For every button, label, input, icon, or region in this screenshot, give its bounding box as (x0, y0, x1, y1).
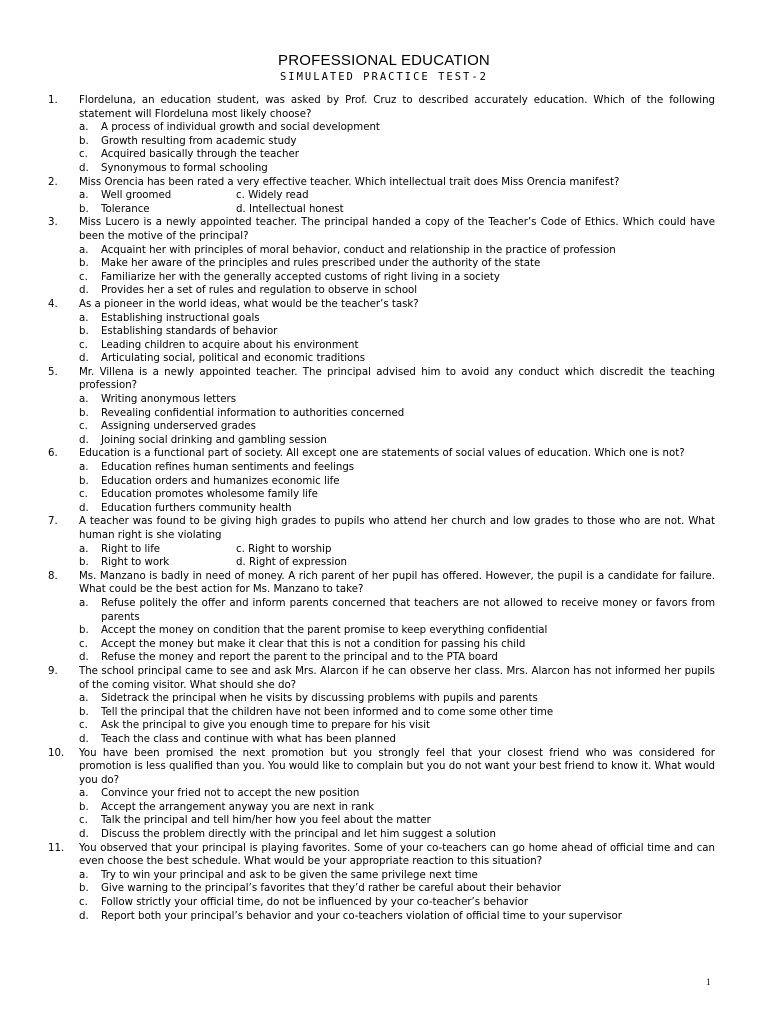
option-text: Report both your principal’s behavior and your co-teachers violation of official time to your supervisor (101, 910, 622, 922)
option-c (79, 814, 715, 828)
option-letter: a. (79, 693, 89, 705)
question-1 (48, 94, 715, 176)
option-letter: d. (79, 652, 89, 664)
option-d (79, 828, 715, 842)
option-letter: b. (79, 883, 89, 895)
option-b (79, 801, 715, 815)
option-letter: b. (79, 706, 89, 718)
option-text: Tell the principal that the children have not been informed and to come some other time (101, 706, 554, 718)
option-letter: c. (79, 720, 88, 732)
option-text: Education refines human sentiments and feelings (101, 462, 355, 474)
option-letter: c. (79, 149, 88, 161)
option-list (79, 543, 715, 570)
option-text: Joining social drinking and gambling session (101, 434, 327, 446)
question-text: As a pioneer in the world ideas, what would be the teacher’s task? (79, 298, 419, 310)
page-subtitle: SIMULATED PRACTICE TEST-2 (279, 71, 489, 83)
option-letter: b. (79, 203, 89, 215)
option-b (79, 624, 715, 638)
option-letter: a. (79, 462, 89, 474)
question-number: 10. (48, 747, 65, 759)
option-letter: b. (79, 258, 89, 270)
option-b (79, 475, 715, 489)
option-text: Discuss the problem directly with the principal and let him suggest a solution (101, 829, 496, 841)
option-a (79, 461, 715, 475)
option-text: Acquaint her with principles of moral behavior, conduct and relationship in the practice of profession (101, 244, 616, 256)
option-c (79, 271, 715, 285)
option-letter: b. (79, 625, 89, 637)
option-text: Accept the money but make it clear that this is not a condition for passing his child (101, 638, 526, 650)
question-text: Miss Orencia has been rated a very effective teacher. Which intellectual trait does Miss Orencia manifest? (79, 176, 620, 188)
option-letter: b. (79, 135, 89, 147)
option-a (79, 393, 715, 407)
option-b (79, 556, 236, 570)
option-letter: a. (79, 122, 89, 134)
option-text: Familiarize her with the generally accepted customs of right living in a society (101, 271, 500, 283)
question-text: Flordeluna, an education student, was asked by Prof. Cruz to described accurately education. Which of the following statement will Flordeluna most likely choose? (79, 95, 715, 120)
option-row (79, 203, 715, 217)
option-text: Establishing instructional goals (101, 312, 260, 324)
page-title: PROFESSIONAL EDUCATION (278, 52, 490, 69)
option-letter: c. (79, 421, 88, 433)
question-10 (48, 747, 715, 842)
option-d (79, 502, 715, 516)
option-letter: d. (79, 353, 89, 365)
option-b (79, 135, 715, 149)
option-text: Ask the principal to give you enough time to prepare for his visit (101, 720, 431, 732)
question-number: 8. (48, 570, 58, 582)
option-letter: d. (79, 434, 89, 446)
option-list (79, 121, 715, 175)
option-text: Follow strictly your official time, do not be influenced by your co-teacher’s behavior (101, 897, 529, 909)
option-text: Revealing confidential information to authorities concerned (101, 407, 405, 419)
question-number: 1. (48, 95, 58, 106)
option-c (79, 719, 715, 733)
option-a (79, 543, 236, 557)
question-11 (48, 842, 715, 924)
option-letter: d. (79, 502, 89, 514)
option-c (79, 488, 715, 502)
option-a (79, 244, 715, 258)
option-letter: a. (79, 597, 89, 609)
option-text: Acquired basically through the teacher (101, 149, 299, 161)
option-text: Leading children to acquire about his environment (101, 339, 359, 351)
option-c (79, 896, 715, 910)
option-letter: d. (79, 285, 89, 297)
question-7 (48, 515, 715, 569)
option-list (79, 189, 715, 216)
option-d: d. Intellectual honest (236, 203, 344, 215)
option-letter: a. (79, 543, 89, 555)
option-c (79, 420, 715, 434)
option-letter: b. (79, 326, 89, 338)
question-number: 5. (48, 366, 58, 378)
option-c: c. Right to worship (236, 543, 332, 555)
option-letter: d. (79, 733, 89, 745)
option-text: Accept the money on condition that the parent promise to keep everything confidential (101, 625, 548, 637)
option-d (79, 284, 715, 298)
option-b (79, 257, 715, 271)
option-text: Make her aware of the principles and rules prescribed under the authority of the state (101, 258, 541, 270)
question-text: You have been promised the next promotion but you strongly feel that your closest friend who was considered for promotion is less qualified than you. You would like to complain but you do not want your best friend to know it. What would you do? (79, 747, 715, 786)
option-list (79, 393, 715, 447)
question-number: 4. (48, 298, 58, 310)
question-number: 6. (48, 448, 58, 460)
question-text: Miss Lucero is a newly appointed teacher. The principal handed a copy of the Teacher’s Code of Ethics. Which could have been the motive of the principal? (79, 217, 715, 242)
question-list (48, 94, 715, 923)
option-letter: c. (79, 489, 88, 501)
option-list (79, 312, 715, 366)
option-d (79, 162, 715, 176)
option-letter: a. (79, 869, 89, 881)
option-letter: a. (79, 190, 89, 202)
option-b (79, 882, 715, 896)
option-text: Teach the class and continue with what has been planned (101, 733, 396, 745)
option-d (79, 434, 715, 448)
option-row (79, 189, 715, 203)
option-text: Give warning to the principal’s favorites that they’d rather be careful about their behavior (101, 883, 562, 895)
option-letter: b. (79, 557, 89, 569)
question-8 (48, 570, 715, 665)
option-a (79, 312, 715, 326)
option-row (79, 543, 715, 557)
option-text: Talk the principal and tell him/her how you feel about the matter (101, 815, 431, 827)
option-list (79, 461, 715, 515)
option-list (79, 692, 715, 746)
option-text: Accept the arrangement anyway you are next in rank (101, 801, 375, 813)
option-c (79, 638, 715, 652)
question-text: A teacher was found to be giving high grades to pupils who attend her church and low grades to those who are not. What human right is she violating (79, 516, 715, 541)
question-3 (48, 216, 715, 298)
option-letter: a. (79, 244, 89, 256)
option-letter: b. (79, 407, 89, 419)
question-text: Education is a functional part of society. All except one are statements of social values of education. Which one is not? (79, 448, 685, 460)
option-text: Growth resulting from academic study (101, 135, 297, 147)
page-number: 1 (706, 977, 711, 987)
option-list (79, 787, 715, 841)
option-text: Education furthers community health (101, 502, 292, 514)
option-text: Sidetrack the principal when he visits by discussing problems with pupils and parents (101, 693, 538, 705)
option-text: Right to life (101, 543, 161, 555)
option-text: Well groomed (101, 190, 172, 202)
option-b (79, 407, 715, 421)
option-text: Refuse the money and report the parent to the principal and to the PTA board (101, 652, 498, 664)
question-text: The school principal came to see and ask Mrs. Alarcon if he can observe her class. Mrs. Alarcon has not informed her pupils of the coming visitor. What should she do? (79, 665, 715, 691)
option-a (79, 869, 715, 883)
question-number: 11. (48, 842, 65, 854)
question-5 (48, 366, 715, 448)
option-list (79, 597, 715, 665)
option-list (79, 244, 715, 298)
option-letter: c. (79, 897, 88, 909)
option-letter: a. (79, 788, 89, 800)
question-text: Ms. Manzano is badly in need of money. A rich parent of her pupil has offered. However, the pupil is a candidate for failure. What could be the best action for Ms. Manzano to take? (79, 570, 715, 596)
question-text: Mr. Villena is a newly appointed teacher. The principal advised him to avoid any conduct which discredit the teaching profession? (79, 366, 715, 392)
question-9 (48, 665, 715, 747)
option-c (79, 339, 715, 353)
option-text: Right to work (101, 557, 170, 569)
option-text: Establishing standards of behavior (101, 326, 278, 338)
option-a (79, 692, 715, 706)
option-b (79, 706, 715, 720)
option-text: Refuse politely the offer and inform parents concerned that teachers are not allowed to receive money or favors from parents (101, 597, 715, 623)
option-text: Assigning underserved grades (101, 421, 256, 433)
option-letter: c. (79, 815, 88, 827)
option-d: d. Right of expression (236, 557, 348, 569)
option-letter: c. (79, 271, 88, 283)
question-4 (48, 298, 715, 366)
option-letter: c. (79, 339, 88, 351)
option-letter: a. (79, 394, 89, 406)
option-letter: b. (79, 475, 89, 487)
option-letter: d. (79, 162, 89, 174)
option-d (79, 910, 715, 924)
option-b (79, 325, 715, 339)
option-a (79, 121, 715, 135)
option-text: Writing anonymous letters (101, 394, 237, 406)
option-letter: a. (79, 312, 89, 324)
question-number: 3. (48, 217, 58, 229)
option-text: Tolerance (101, 203, 150, 215)
option-text: A process of individual growth and social development (101, 122, 380, 134)
question-2 (48, 176, 715, 217)
option-text: Education promotes wholesome family life (101, 489, 318, 501)
question-number: 7. (48, 516, 58, 528)
option-a (79, 787, 715, 801)
option-text: Try to win your principal and ask to be given the same privilege next time (101, 869, 478, 881)
option-d (79, 733, 715, 747)
option-row (79, 556, 715, 570)
option-text: Provides her a set of rules and regulation to observe in school (101, 285, 418, 297)
question-6 (48, 447, 715, 515)
option-letter: b. (79, 801, 89, 813)
question-number: 9. (48, 665, 58, 677)
option-text: Convince your fried not to accept the new position (101, 788, 360, 800)
option-c (79, 148, 715, 162)
option-text: Education orders and humanizes economic life (101, 475, 340, 487)
option-a (79, 189, 236, 203)
option-text: Articulating social, political and economic traditions (101, 353, 366, 365)
option-d (79, 352, 715, 366)
option-letter: c. (79, 638, 88, 650)
option-c: c. Widely read (236, 190, 309, 202)
option-text: Synonymous to formal schooling (101, 162, 268, 174)
option-letter: d. (79, 829, 89, 841)
question-text: You observed that your principal is playing favorites. Some of your co-teachers can go home ahead of official time and can even choose the best schedule. What would be your appropriate reaction to this situation? (79, 842, 715, 868)
option-b (79, 203, 236, 217)
option-d (79, 651, 715, 665)
option-list (79, 869, 715, 923)
option-a (79, 597, 715, 624)
option-letter: d. (79, 910, 89, 922)
question-number: 2. (48, 176, 58, 188)
